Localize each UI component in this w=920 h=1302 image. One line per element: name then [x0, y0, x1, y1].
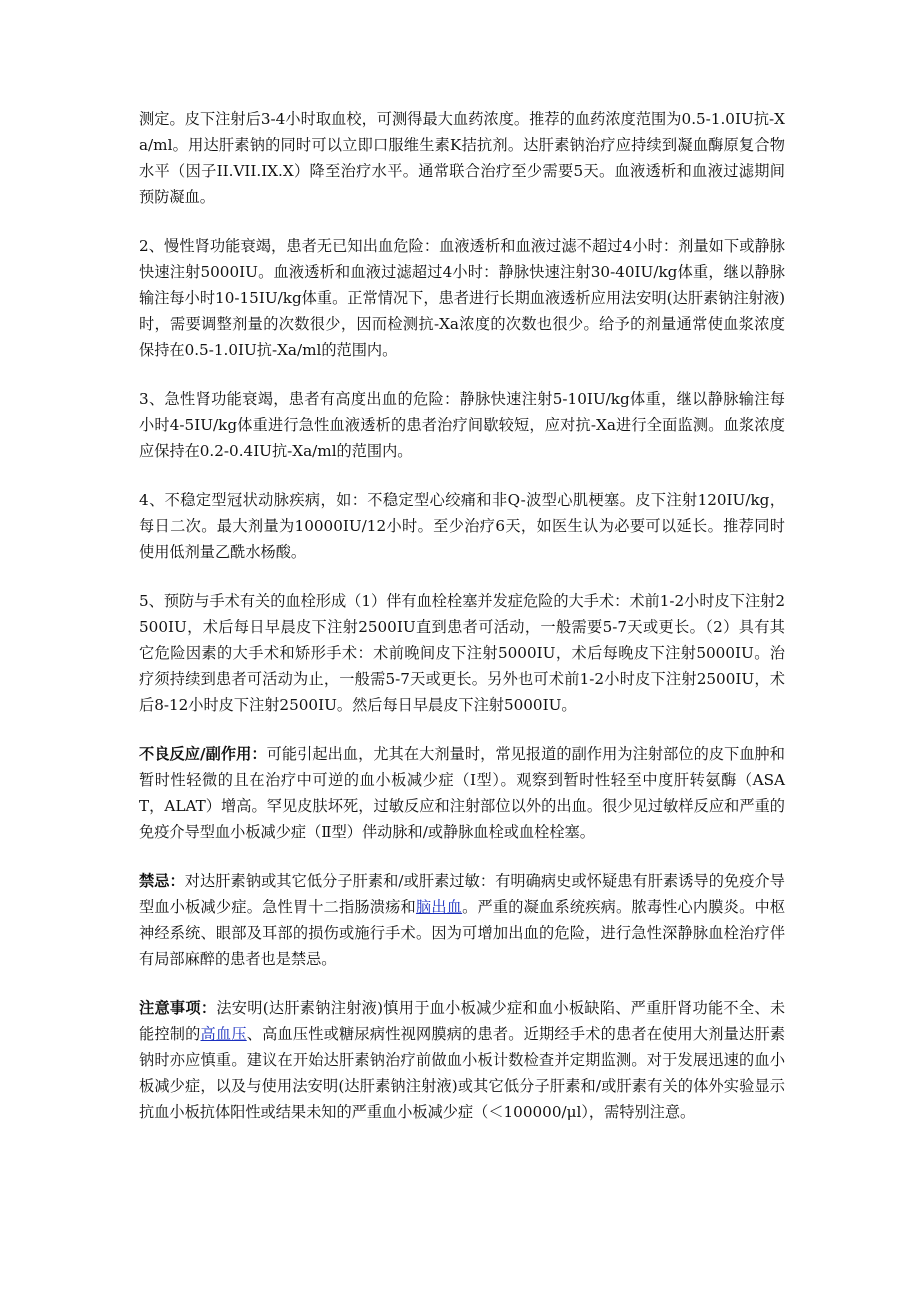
hypertension-link[interactable]: 高血压: [200, 1025, 247, 1043]
paragraph-text: 2、慢性肾功能衰竭，患者无已知出血危险：血液透析和血液过滤不超过4小时：剂量如下或静脉快速注射5000IU。血液透析和血液过滤超过4小时：静脉快速注射30-40IU/kg体重，继以静脉输注每小时10-15IU/kg体重。正常情况下，患者进行长期血液透析应用法安明(达肝素钠注射液)时，需要调整剂量的次数很少，因而检测抗-Xa浓度的次数也很少。给予的剂量通常使血浆浓度保持在0.5-1.0IU抗-Xa/ml的范围内。: [139, 237, 785, 359]
paragraph-text: 法安明(达肝素钠注射液)慎用于血小板减少症和血小板缺陷、严重肝肾功能不全、未能控制的: [139, 999, 786, 1043]
dosage-monitoring-paragraph: [139, 106, 785, 210]
contraindications-paragraph: [139, 868, 785, 972]
paragraph-text: 测定。皮下注射后3-4小时取血校，可测得最大血药浓度。推荐的血药浓度范围为0.5-1.0IU抗-Xa/ml。用达肝素钠的同时可以立即口服维生素K拮抗剂。达肝素钠治疗应持续到凝血酶原复合物水平（因子II.VII.IX.X）降至治疗水平。通常联合治疗至少需要5天。血液透析和血液过滤期间预防凝血。: [139, 110, 785, 206]
acute-renal-failure-paragraph: [139, 386, 785, 464]
adverse-reactions-heading: 不良反应/副作用：: [139, 745, 267, 763]
unstable-coronary-disease-paragraph: [139, 487, 785, 565]
paragraph-text: 。严重的凝血系统疾病。脓毒性心内膜炎。中枢神经系统、眼部及耳部的损伤或施行手术。因为可增加出血的危险，进行急性深静脉血栓治疗伴有局部麻醉的患者也是禁忌。: [139, 898, 786, 968]
paragraph-text: 、高血压性或糖尿病性视网膜病的患者。近期经手术的患者在使用大剂量达肝素钠时亦应慎重。建议在开始达肝素钠治疗前做血小板计数检查并定期监测。对于发展迅速的血小板减少症，以及与使用法安明(达肝素钠注射液)或其它低分子肝素和/或肝素有关的体外实验显示抗血小板抗体阳性或结果未知的严重血小板减少症（＜100000/μl），需特别注意。: [139, 1025, 786, 1121]
precautions-heading: 注意事项：: [139, 999, 217, 1017]
paragraph-text: 可能引起出血，尤其在大剂量时，常见报道的副作用为注射部位的皮下血肿和暂时性轻微的且在治疗中可逆的血小板减少症（Ⅰ型）。观察到暂时性轻至中度肝转氨酶（ASAT，ALAT）增高。罕见皮肤坏死，过敏反应和注射部位以外的出血。很少见过敏样反应和严重的免疫介导型血小板减少症（Ⅱ型）伴动脉和/或静脉血栓或血栓栓塞。: [139, 745, 785, 841]
paragraph-text: 3、急性肾功能衰竭，患者有高度出血的危险：静脉快速注射5-10IU/kg体重，继以静脉输注每小时4-5IU/kg体重进行急性血液透析的患者治疗间歇较短，应对抗-Xa进行全面监测。血浆浓度应保持在0.2-0.4IU抗-Xa/ml的范围内。: [139, 390, 785, 460]
paragraph-text: 4、不稳定型冠状动脉疾病，如：不稳定型心绞痛和非Q-波型心肌梗塞。皮下注射120IU/kg，每日二次。最大剂量为10000IU/12小时。至少治疗6天，如医生认为必要可以延长。推荐同时使用低剂量乙酰水杨酸。: [139, 491, 785, 561]
paragraph-text: 对达肝素钠或其它低分子肝素和/或肝素过敏：有明确病史或怀疑患有肝素诱导的免疫介导型血小板减少症。急性胃十二指肠溃疡和: [139, 872, 785, 916]
cerebral-hemorrhage-link[interactable]: 脑出血: [415, 898, 463, 916]
surgical-thrombosis-prevention-paragraph: [139, 588, 785, 718]
adverse-reactions-paragraph: [139, 741, 785, 845]
chronic-renal-failure-paragraph: [139, 233, 785, 363]
paragraph-text: 5、预防与手术有关的血栓形成（1）伴有血栓栓塞并发症危险的大手术：术前1-2小时皮下注射2500IU，术后每日早晨皮下注射2500IU直到患者可活动，一般需要5-7天或更长。（2）具有其它危险因素的大手术和矫形手术：术前晚间皮下注射5000IU，术后每晚皮下注射5000IU。治疗须持续到患者可活动为止，一般需5-7天或更长。另外也可术前1-2小时皮下注射2500IU，术后8-12小时皮下注射2500IU。然后每日早晨皮下注射5000IU。: [139, 592, 785, 714]
precautions-paragraph: [139, 995, 785, 1125]
document-body: [139, 106, 785, 1148]
contraindications-heading: 禁忌：: [139, 872, 185, 890]
